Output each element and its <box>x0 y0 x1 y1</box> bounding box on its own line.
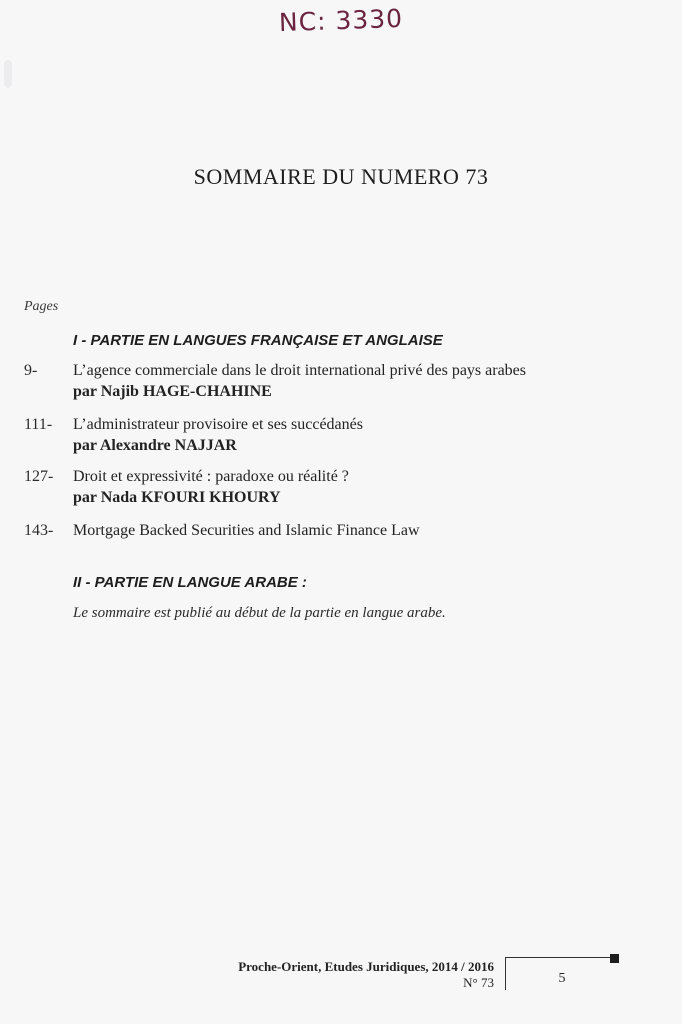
toc-page-number: 111- <box>24 416 53 433</box>
toc-article-author: par Najib HAGE-CHAHINE <box>73 383 272 400</box>
toc-article-title: Mortgage Backed Securities and Islamic Finance Law <box>73 522 420 539</box>
handwritten-reference: NC: 3330 <box>278 3 404 38</box>
section-2-note: Le sommaire est publié au début de la partie en langue arabe. <box>73 605 446 621</box>
toc-article-author: par Alexandre NAJJAR <box>73 437 237 454</box>
pages-column-label: Pages <box>24 299 59 314</box>
page-number-box <box>505 957 614 990</box>
toc-page-number: 143- <box>24 522 54 539</box>
toc-article-title: Droit et expressivité : paradoxe ou réalité ? <box>73 468 349 485</box>
footer-journal-title: Proche-Orient, Etudes Juridiques, 2014 / 2016 <box>238 959 494 974</box>
footer-issue-number: N° 73 <box>463 975 494 990</box>
page-number: 5 <box>558 971 566 986</box>
section-1-heading: I - PARTIE EN LANGUES FRANÇAISE ET ANGLAISE <box>73 332 443 349</box>
toc-page-number: 127- <box>24 468 54 485</box>
toc-page-number: 9- <box>24 362 38 379</box>
scan-artifact <box>4 60 12 88</box>
toc-article-author: par Nada KFOURI KHOURY <box>73 489 281 506</box>
toc-article-title: L’administrateur provisoire et ses succédanés <box>73 416 363 433</box>
section-2-heading: II - PARTIE EN LANGUE ARABE : <box>73 574 307 591</box>
toc-article-title: L’agence commerciale dans le droit international privé des pays arabes <box>73 362 526 379</box>
corner-square-mark <box>610 954 619 963</box>
page-title: SOMMAIRE DU NUMERO 73 <box>193 164 489 189</box>
